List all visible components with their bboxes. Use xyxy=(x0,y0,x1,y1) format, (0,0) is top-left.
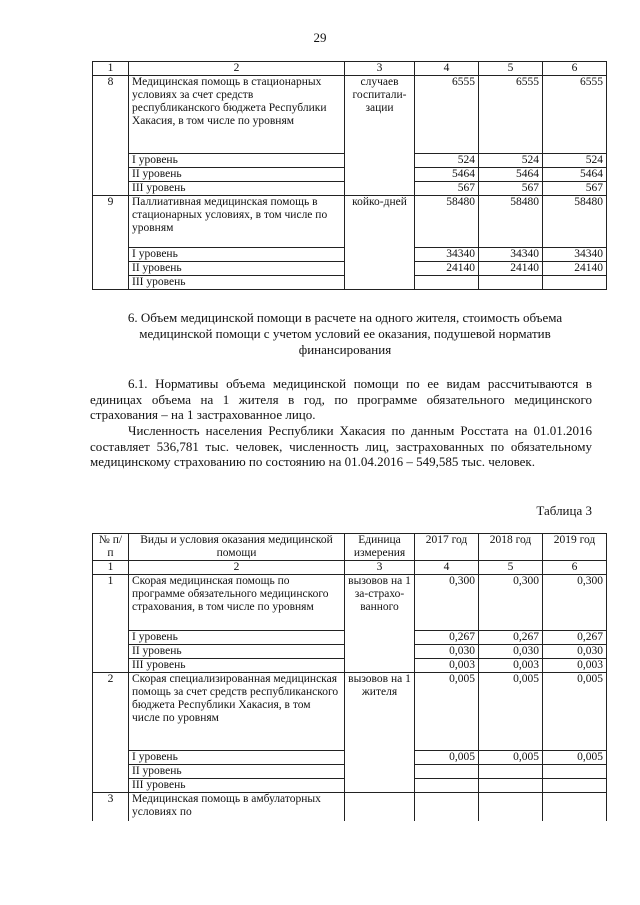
cell-value: 34340 xyxy=(479,248,543,262)
column-index: 3 xyxy=(345,561,415,575)
cell-value: 0,267 xyxy=(543,631,607,645)
paragraph: Численность населения Республики Хакасия по данным Росстата на 01.01.2016 составляет 536,781 тыс. человек, численность лиц, застрахованных по обязательному медицинскому страхованию по состоянию на 01.04.2016 – 549,585 тыс. человек. xyxy=(90,423,592,469)
column-index: 4 xyxy=(415,561,479,575)
column-index: 2 xyxy=(129,62,345,76)
row-description: Паллиативная медицинская помощь в стационарных условиях, в том числе по уровням xyxy=(129,196,345,248)
cell-value: 34340 xyxy=(543,248,607,262)
table-row xyxy=(93,793,607,821)
cell-value: 567 xyxy=(543,182,607,196)
cell-value xyxy=(543,779,607,793)
cell-value: 6555 xyxy=(543,76,607,154)
table-index-row xyxy=(93,561,607,575)
row-unit: случаев госпитали-зации xyxy=(345,76,415,196)
row-description: III уровень xyxy=(129,276,345,290)
cell-value: 0,030 xyxy=(479,645,543,659)
cell-value xyxy=(415,779,479,793)
cell-value xyxy=(543,765,607,779)
row-number: 3 xyxy=(93,793,129,821)
row-description: Медицинская помощь в амбулаторных условиях по xyxy=(129,793,345,821)
cell-value xyxy=(415,765,479,779)
table-header-row xyxy=(93,534,607,561)
cell-value xyxy=(543,793,607,821)
column-index: 4 xyxy=(415,62,479,76)
cell-value: 5464 xyxy=(479,168,543,182)
header-year: 2019 год xyxy=(543,534,607,561)
cell-value: 24140 xyxy=(543,262,607,276)
row-description: III уровень xyxy=(129,779,345,793)
paragraph: 6.1. Нормативы объема медицинской помощи по ее видам рассчитываются в единицах объема на 1 жителя в год, по программе обязательного медицинского страхования – на 1 застрахованное лицо. xyxy=(90,376,592,422)
header-year: 2017 год xyxy=(415,534,479,561)
row-description: II уровень xyxy=(129,765,345,779)
row-description: Скорая специализированная медицинская помощь за счет средств республиканского бюджета Республики Хакасия, в том числе по уровням xyxy=(129,673,345,751)
cell-value: 5464 xyxy=(543,168,607,182)
column-index: 5 xyxy=(479,561,543,575)
row-description: III уровень xyxy=(129,182,345,196)
column-index: 2 xyxy=(129,561,345,575)
table-3 xyxy=(92,533,607,821)
cell-value: 0,267 xyxy=(415,631,479,645)
row-description: I уровень xyxy=(129,631,345,645)
cell-value xyxy=(415,276,479,290)
row-description: III уровень xyxy=(129,659,345,673)
cell-value: 58480 xyxy=(543,196,607,248)
cell-value: 0,300 xyxy=(543,575,607,631)
cell-value: 0,300 xyxy=(415,575,479,631)
table-row xyxy=(93,673,607,751)
row-description: Скорая медицинская помощь по программе обязательного медицинского страхования, в том числе по уровням xyxy=(129,575,345,631)
row-description: II уровень xyxy=(129,262,345,276)
column-index: 6 xyxy=(543,62,607,76)
cell-value: 58480 xyxy=(415,196,479,248)
table-label: Таблица 3 xyxy=(536,503,592,518)
cell-value: 524 xyxy=(479,154,543,168)
cell-value: 34340 xyxy=(415,248,479,262)
row-description: II уровень xyxy=(129,168,345,182)
cell-value: 0,003 xyxy=(543,659,607,673)
cell-value: 0,030 xyxy=(543,645,607,659)
row-description: II уровень xyxy=(129,645,345,659)
row-description: Медицинская помощь в стационарных условиях за счет средств республиканского бюджета Республики Хакасия, в том числе по уровням xyxy=(129,76,345,154)
cell-value: 6555 xyxy=(479,76,543,154)
row-unit: вызовов на 1 за-страхо-ванного xyxy=(345,575,415,673)
cell-value: 0,003 xyxy=(479,659,543,673)
row-unit xyxy=(345,793,415,821)
cell-value: 0,030 xyxy=(415,645,479,659)
cell-value: 0,267 xyxy=(479,631,543,645)
row-unit: вызовов на 1 жителя xyxy=(345,673,415,793)
cell-value xyxy=(479,765,543,779)
row-number: 1 xyxy=(93,575,129,673)
cell-value: 24140 xyxy=(479,262,543,276)
table-row xyxy=(93,76,607,154)
header-desc: Виды и условия оказания медицинской помощи xyxy=(129,534,345,561)
column-index: 1 xyxy=(93,561,129,575)
cell-value: 5464 xyxy=(415,168,479,182)
row-description: I уровень xyxy=(129,751,345,765)
header-year: 2018 год xyxy=(479,534,543,561)
table-continuation xyxy=(92,61,607,290)
page-number: 29 xyxy=(313,30,327,45)
header-num: № п/п xyxy=(93,534,129,561)
cell-value: 567 xyxy=(479,182,543,196)
cell-value: 524 xyxy=(543,154,607,168)
column-index: 1 xyxy=(93,62,129,76)
cell-value: 567 xyxy=(415,182,479,196)
cell-value: 0,005 xyxy=(479,673,543,751)
table-row xyxy=(93,575,607,631)
row-unit: койко-дней xyxy=(345,196,415,290)
cell-value: 524 xyxy=(415,154,479,168)
table-header-row xyxy=(93,62,607,76)
column-index: 6 xyxy=(543,561,607,575)
cell-value xyxy=(479,276,543,290)
row-description: I уровень xyxy=(129,154,345,168)
header-unit: Единица измерения xyxy=(345,534,415,561)
column-index: 3 xyxy=(345,62,415,76)
cell-value: 0,005 xyxy=(543,673,607,751)
cell-value xyxy=(479,779,543,793)
cell-value: 0,005 xyxy=(543,751,607,765)
cell-value: 0,005 xyxy=(479,751,543,765)
cell-value xyxy=(543,276,607,290)
cell-value: 0,300 xyxy=(479,575,543,631)
cell-value xyxy=(479,793,543,821)
column-index: 5 xyxy=(479,62,543,76)
row-number: 9 xyxy=(93,196,129,290)
row-description: I уровень xyxy=(129,248,345,262)
cell-value: 24140 xyxy=(415,262,479,276)
table-row xyxy=(93,196,607,248)
cell-value xyxy=(415,793,479,821)
cell-value: 0,005 xyxy=(415,751,479,765)
cell-value: 0,005 xyxy=(415,673,479,751)
section-heading: 6. Объем медицинской помощи в расчете на одного жителя, стоимость объема медицинской помощи с учетом условий ее оказания, подушевой норматив финансирования xyxy=(127,310,563,357)
cell-value: 6555 xyxy=(415,76,479,154)
row-number: 8 xyxy=(93,76,129,196)
row-number: 2 xyxy=(93,673,129,793)
cell-value: 0,003 xyxy=(415,659,479,673)
cell-value: 58480 xyxy=(479,196,543,248)
